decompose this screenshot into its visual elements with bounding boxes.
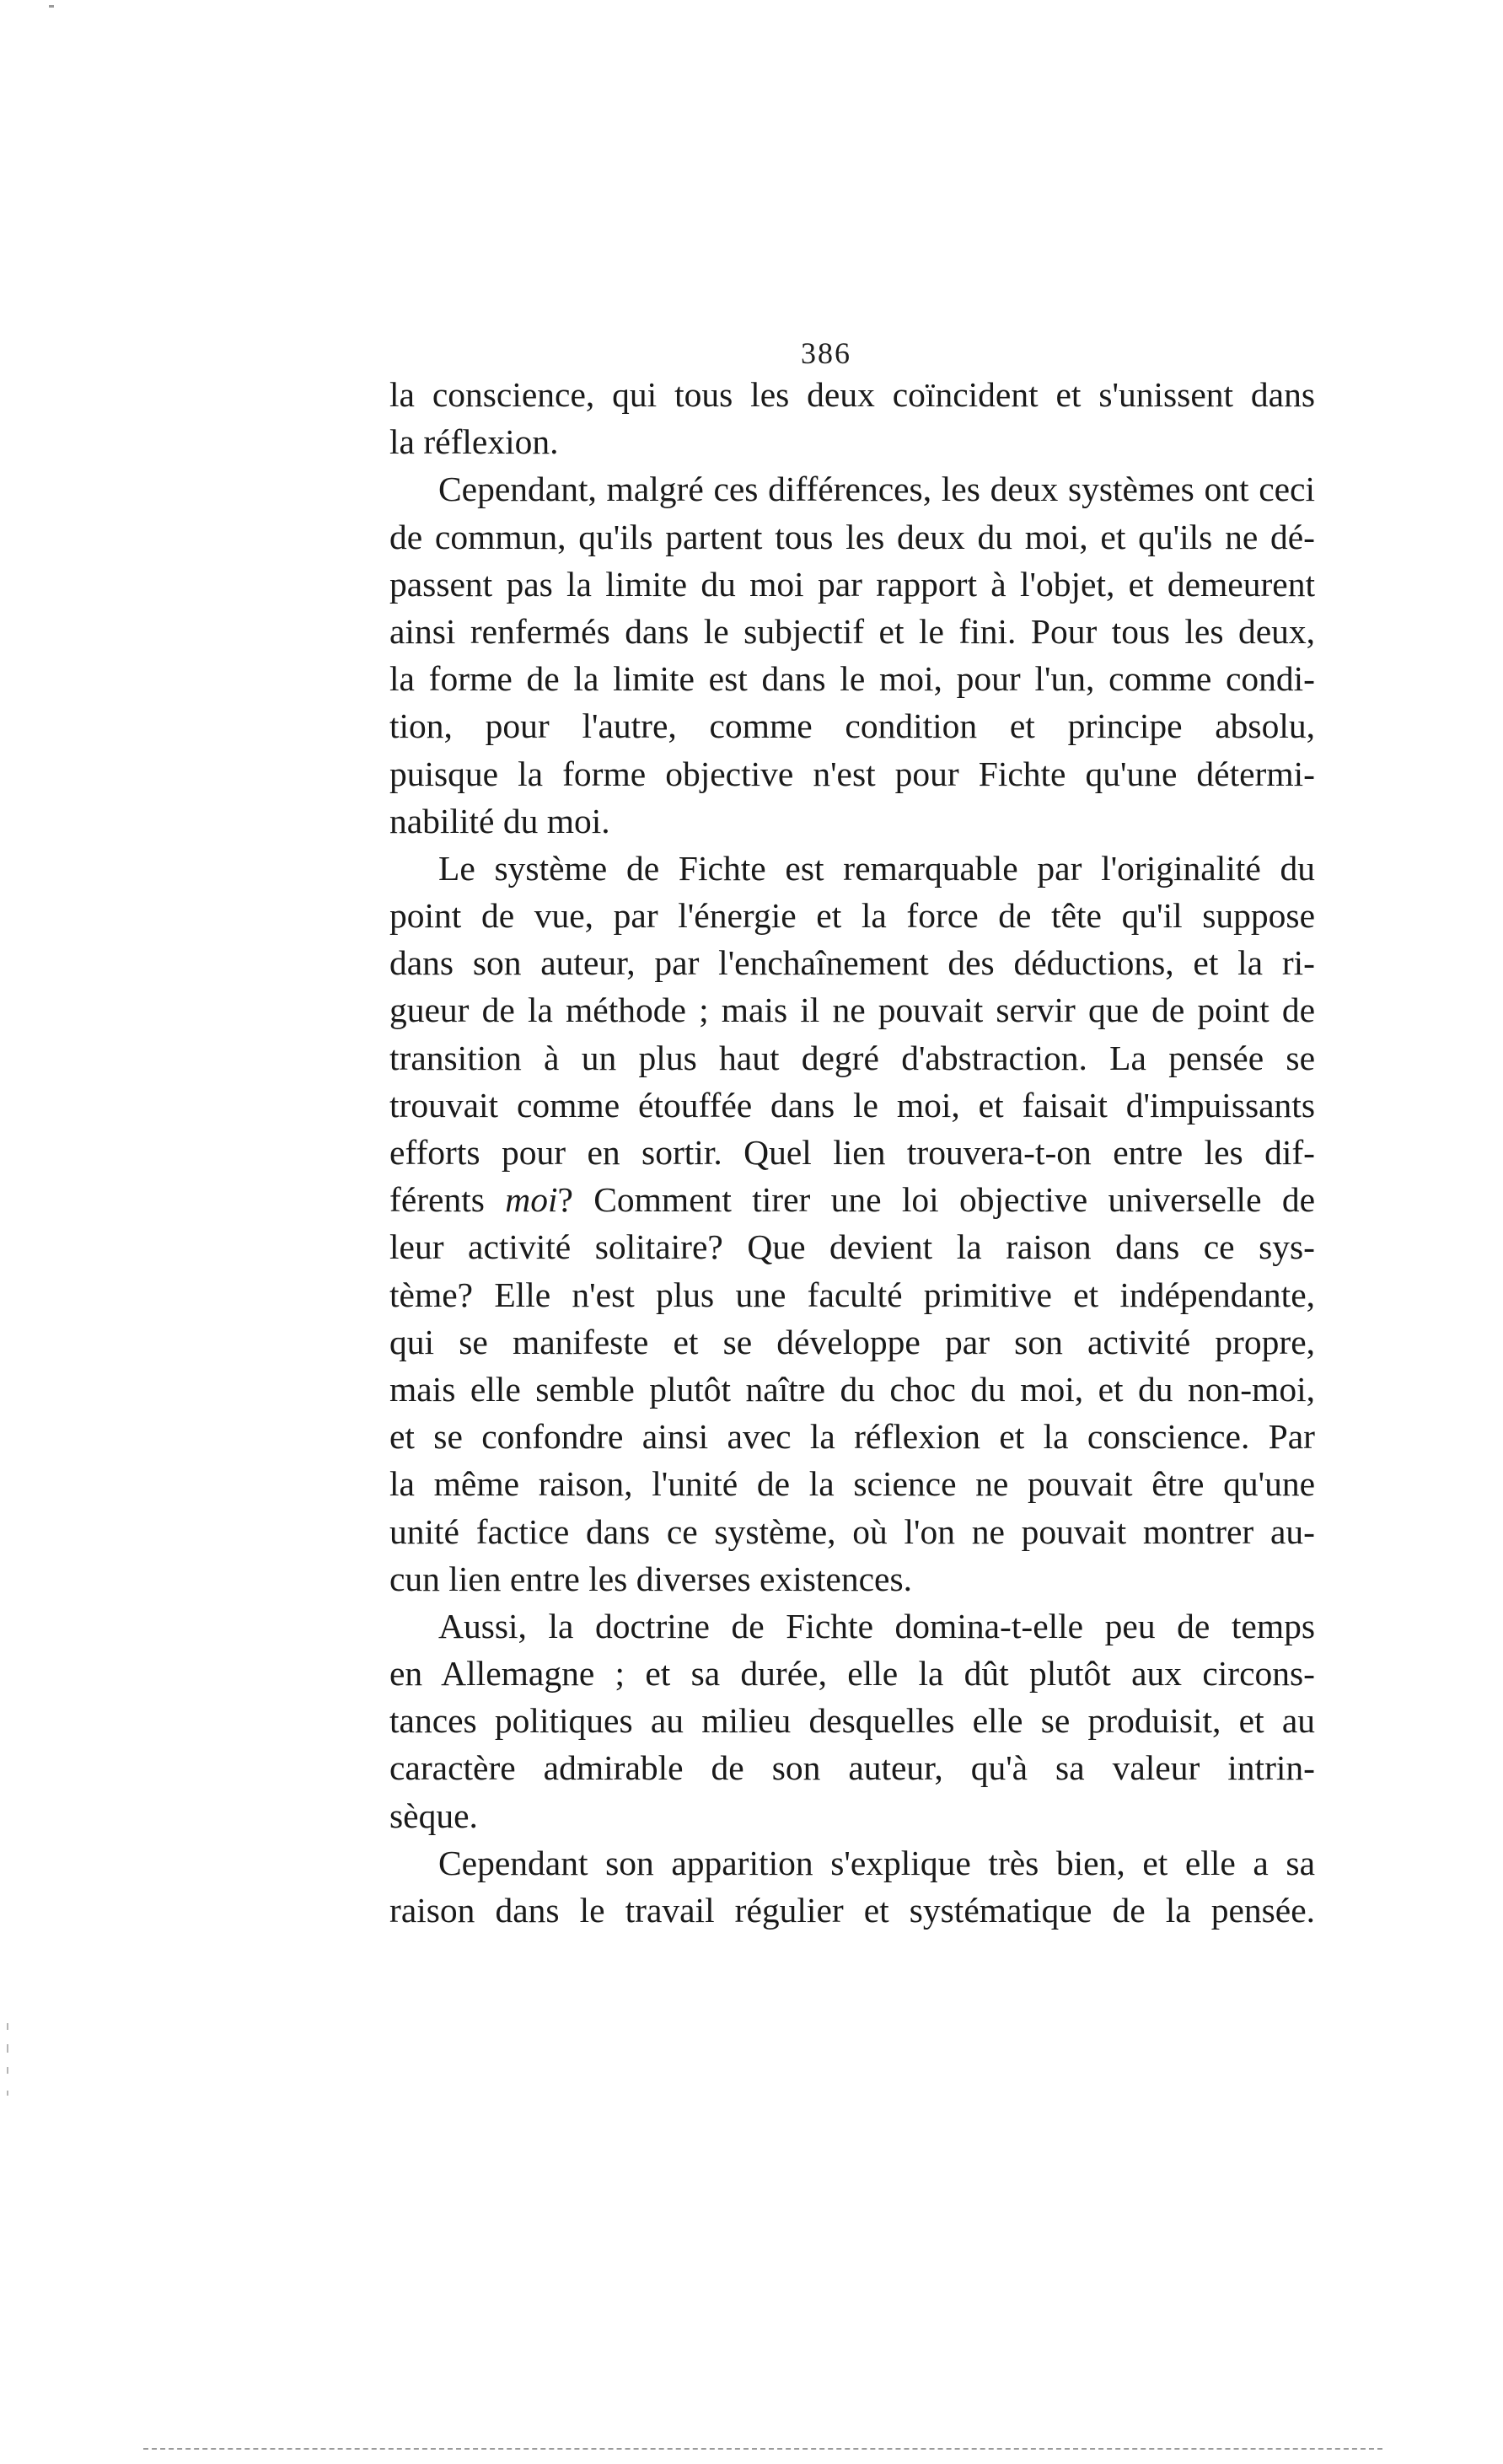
- text-line: caractère admirable de son auteur, qu'à sa valeur intrin-: [389, 1748, 1315, 1788]
- text-line: trouvait comme étouffée dans le moi, et faisait d'impuissants: [389, 1085, 1315, 1125]
- text-line: tances politiques au milieu desquelles elle se produisit, et au: [389, 1701, 1315, 1741]
- text-line: puisque la forme objective n'est pour Fichte qu'une détermi-: [389, 754, 1315, 793]
- text-line: nabilité du moi.: [389, 801, 610, 840]
- text-line: Aussi, la doctrine de Fichte domina-t-elle peu de temps: [438, 1606, 1315, 1645]
- text-line: Cependant, malgré ces différences, les deux systèmes ont ceci: [438, 470, 1315, 509]
- text-line: leur activité solitaire? Que devient la raison dans ce sys-: [389, 1227, 1315, 1267]
- scan-edge-mark: [7, 2023, 8, 2030]
- scan-mark: [49, 5, 54, 8]
- scan-edge-mark: [7, 2067, 8, 2074]
- text-line: qui se manifeste et se développe par son activité propre,: [389, 1322, 1315, 1361]
- bottom-scan-rule: [143, 2448, 1382, 2450]
- text-line: en Allemagne ; et sa durée, elle la dût plutôt aux circons-: [389, 1654, 1315, 1694]
- text-line: la réflexion.: [389, 422, 559, 462]
- body-text: [389, 371, 1315, 1934]
- text-line: tion, pour l'autre, comme condition et principe absolu,: [389, 706, 1315, 746]
- text-line: tème? Elle n'est plus une faculté primitive et indépendante,: [389, 1275, 1315, 1314]
- text-line: dans son auteur, par l'enchaînement des déductions, et la ri-: [389, 943, 1315, 983]
- page-number: 386: [801, 336, 851, 370]
- text-line: Le système de Fichte est remarquable par l'originalité du: [438, 848, 1315, 888]
- text-line: efforts pour en sortir. Quel lien trouvera-t-on entre les dif-: [389, 1133, 1315, 1172]
- text-line: gueur de la méthode ; mais il ne pouvait servir que de point de: [389, 990, 1315, 1030]
- text-line: unité factice dans ce système, où l'on ne pouvait montrer au-: [389, 1511, 1315, 1551]
- text-line: cun lien entre les diverses existences.: [389, 1559, 912, 1598]
- text-line: transition à un plus haut degré d'abstraction. La pensée se: [389, 1038, 1315, 1077]
- text-line: férents moi? Comment tirer une loi objective universelle de: [389, 1180, 1315, 1220]
- scan-edge-mark: [7, 2091, 8, 2096]
- text-line: passent pas la limite du moi par rapport à l'objet, et demeurent: [389, 564, 1315, 604]
- text-line: mais elle semble plutôt naître du choc du moi, et du non-moi,: [389, 1369, 1315, 1409]
- text-line: Cependant son apparition s'explique très bien, et elle a sa: [438, 1843, 1315, 1882]
- text-line: et se confondre ainsi avec la réflexion et la conscience. Par: [389, 1417, 1315, 1457]
- text-line: raison dans le travail régulier et systématique de la pensée.: [389, 1891, 1315, 1930]
- text-line: la forme de la limite est dans le moi, pour l'un, comme condi-: [389, 659, 1315, 699]
- text-line: point de vue, par l'énergie et la force de tête qu'il suppose: [389, 896, 1315, 936]
- italic-word: moi: [505, 1180, 558, 1220]
- text-line: ainsi renfermés dans le subjectif et le fini. Pour tous les deux,: [389, 611, 1315, 651]
- scan-edge-mark: [7, 2044, 8, 2053]
- text-line: la conscience, qui tous les deux coïncident et s'unissent dans: [389, 375, 1315, 414]
- text-line: de commun, qu'ils partent tous les deux du moi, et qu'ils ne dé-: [389, 517, 1315, 556]
- text-line: la même raison, l'unité de la science ne pouvait être qu'une: [389, 1464, 1315, 1504]
- text-line: sèque.: [389, 1796, 478, 1835]
